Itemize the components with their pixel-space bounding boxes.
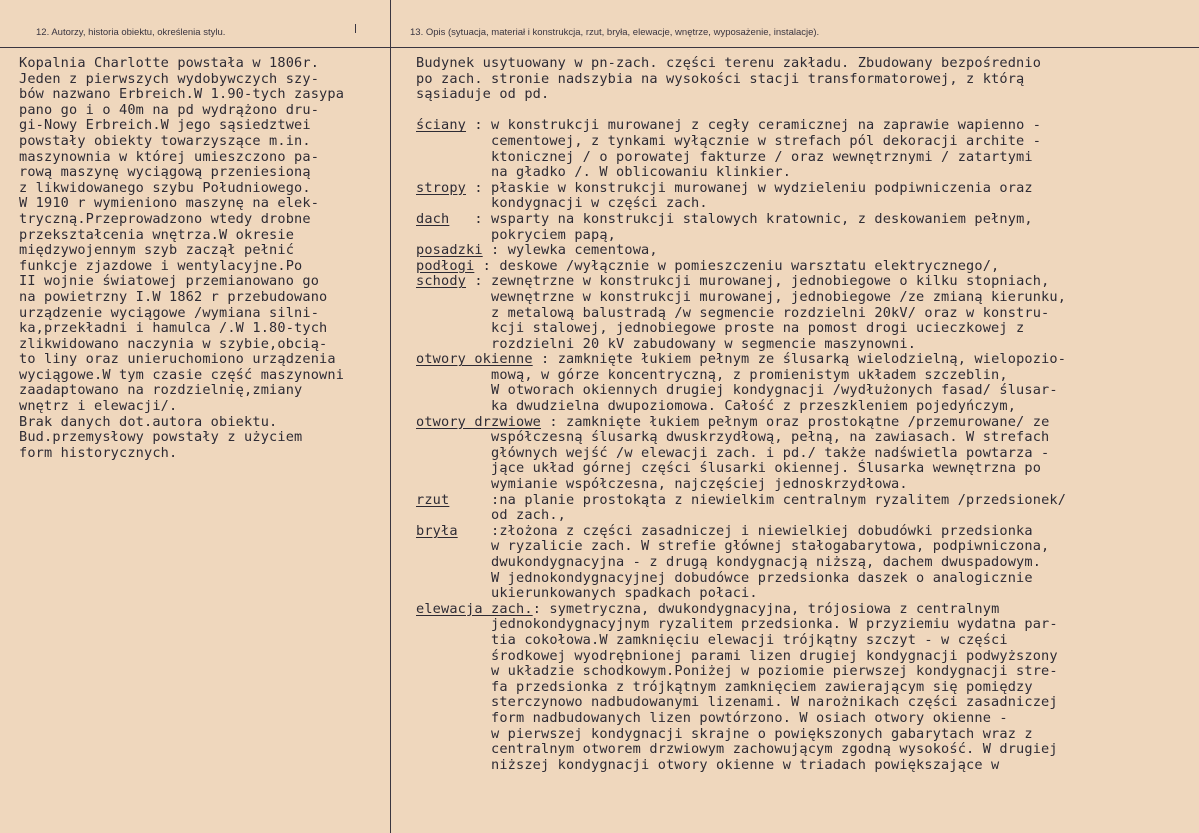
history-text-column [19,56,344,461]
description-text: na gładko /. W oblicowaniu klinkier. [416,164,792,181]
description-text: współczesną ślusarką dwuskrzydłową, pełną, na zawiasach. W strefach [416,429,1050,446]
history-line: form historycznych. [19,444,178,461]
description-line [416,524,1066,540]
description-text: wewnętrzne w konstrukcji murowanej, jednobiegowe /ze zmianą kierunku, [416,288,1067,305]
description-line [416,430,1066,446]
history-line: Bud.przemysłowy powstały z użyciem [19,429,303,446]
description-text: centralnym otworem drzwiowym zachowującym zgodną wysokość. W drugiej [416,741,1058,758]
description-line [416,103,1066,119]
description-text: kondygnacji w części zach. [416,195,708,212]
section-label: otwory drzwiowe [416,413,542,430]
description-line [416,56,1066,72]
description-text: Budynek usytuowany w pn-zach. części terenu zakładu. Zbudowany bezpośrednio [416,55,1042,71]
description-text: W jednokondygnacyjnej dobudówce przedsionka daszek o analogicznie [416,569,1033,586]
description-line [416,477,1066,493]
description-text-column [416,56,1066,773]
description-line [416,415,1066,431]
section-label: stropy [416,179,467,196]
description-text: jednokondygnacyjnym ryzalitem przedsionka. W przyziemiu wydatna par- [416,616,1058,633]
description-line [416,758,1066,774]
description-line [416,695,1066,711]
description-text: : symetryczna, dwukondygnacyjna, trójosiowa z centralnym [532,600,1000,617]
description-line [416,368,1066,384]
description-text: od zach., [416,507,567,524]
history-line: z likwidowanego szybu Południowego. [19,179,311,196]
description-text: ukierunkowanych spadkach połaci. [416,585,758,602]
history-line: Kopalnia Charlotte powstała w 1806r. [19,55,320,71]
description-line [416,680,1066,696]
description-line [416,555,1066,571]
description-line [416,461,1066,477]
history-line: międzywojennym szyb zaczął pełnić [19,242,295,259]
description-text: : wsparty na konstrukcji stalowych kratownic, z deskowaniem pełnym, [449,210,1033,227]
description-text: W otworach okiennych drugiej kondygnacji /wydłużonych fasad/ ślusar- [416,382,1058,399]
description-line [416,352,1066,368]
description-text: w ryzalicie zach. W strefie głównej stałogabarytowa, podpiwniczona, [416,538,1050,555]
description-text: : zamknięte łukiem pełnym oraz prostokątne /przemurowane/ ze [541,413,1050,430]
description-line [416,602,1066,618]
history-line: II wojnie światowej przemianowano go [19,273,320,290]
description-text: jące układ górnej części ślusarki okiennej. Ślusarka wewnętrzna po [416,460,1042,477]
description-text: ka dwudzielna dwupoziomowa. Całość z przeszkleniem pojedyńczym, [416,398,1017,415]
description-line [416,290,1066,306]
description-line [416,586,1066,602]
history-line: funkcje zjazdowe i wentylacyjne.Po [19,257,303,274]
description-text: z metalową balustradą /w segmencie rozdzielni 20kV/ oraz w konstru- [416,304,1050,321]
description-line [416,633,1066,649]
history-line: pano go i o 40m na pd wydrążono dru- [19,101,320,118]
description-text: form nadbudowanych lizen powtórzono. W osiach otwory okienne - [416,709,1008,726]
history-line: na powietrzny I.W 1862 r przebudowano [19,288,328,305]
section-label: posadzki [416,242,483,259]
description-line [416,617,1066,633]
header-tick-mark [355,24,356,33]
description-line [416,383,1066,399]
history-line: Brak danych dot.autora obiektu. [19,413,278,430]
column-divider [390,0,391,833]
description-text: : płaskie w konstrukcji murowanej w wydzieleniu podpiwniczenia oraz [466,179,1033,196]
description-text: kcji stalowej, jednobiegowe proste na pomost drogi ucieczkowej z [416,320,1025,337]
description-line [416,118,1066,134]
description-line [416,493,1066,509]
description-text: pokryciem papą, [416,226,617,243]
description-text: : w konstrukcji murowanej z cegły ceramicznej na zaprawie wapienno - [466,117,1042,134]
section-label: otwory okienne [416,351,533,368]
section-12-header: 12. Autorzy, historia obiektu, określenia stylu. [36,27,226,38]
description-text: sterczynowo nadbudowanymi lizenami. W narożnikach części zasadniczej [416,694,1058,711]
history-line: bów nazwano Erbreich.W 1.90-tych zasypa [19,86,345,103]
description-line [416,664,1066,680]
description-line [416,72,1066,88]
history-line: powstały obiekty towarzyszące m.in. [19,132,311,149]
section-label: rzut [416,491,450,508]
description-line [416,399,1066,415]
description-text: rozdzielni 20 kV zabudowany w segmencie maszynowni. [416,335,917,352]
description-line [416,539,1066,555]
description-line [416,243,1066,259]
history-line: ka,przekładni i hamulca /.W 1.80-tych [19,320,328,337]
history-line: Jeden z pierwszych wydobywczych szy- [19,70,320,87]
description-line [416,181,1066,197]
history-line: to liny oraz unieruchomiono urządzenia [19,351,336,368]
history-line: maszynownia w której umieszczono pa- [19,148,320,165]
description-text: głównych wejść /w elewacji zach. i pd./ także nadświetla powtarza - [416,444,1050,461]
description-text: sąsiaduje od pd. [416,86,550,103]
description-line [416,742,1066,758]
section-label: schody [416,273,467,290]
history-line: zlikwidowano naczynia w szybie,obcią- [19,335,328,352]
section-label: dach [416,210,450,227]
description-line [416,165,1066,181]
description-line [416,337,1066,353]
history-line: przekształcenia wnętrza.W okresie [19,226,295,243]
history-line: tryczną.Przeprowadzono wtedy drobne [19,210,311,227]
description-text: dwukondygnacyjna - z drugą kondygnacją niższą, dachem dwuspadowym. [416,554,1042,570]
section-label: podłogi [416,257,475,274]
description-line [416,649,1066,665]
description-text: w układzie schodkowym.Poniżej w poziomie pierwszej kondygnacji stre- [416,663,1058,680]
description-text: cementowej, z tynkami wyłącznie w strefach pól dekoracji archite - [416,132,1042,149]
description-line [416,711,1066,727]
description-line [416,228,1066,244]
description-text: : deskowe /wyłącznie w pomieszczeniu warsztatu elektrycznego/, [474,257,1000,274]
description-line [416,508,1066,524]
description-line [416,196,1066,212]
history-line: wyciągowe.W tym czasie część maszynowni [19,366,345,383]
history-line: urządzenie wyciągowe /wymiana silni- [19,304,320,321]
description-text: : wylewka cementowa, [482,242,658,259]
description-line [416,321,1066,337]
description-text: niższej kondygnacji otwory okienne w triadach powiększające w [416,756,1000,773]
section-13-header: 13. Opis (sytuacja, materiał i konstrukcja, rzut, bryła, elewacje, wnętrze, wyposażenie, instalacje). [410,27,820,38]
history-line: zaadaptowano na rozdzielnię,zmiany [19,382,303,399]
history-line: rową maszynę wyciągową przeniesioną [19,164,311,181]
description-text: po zach. stronie nadszybia na wysokości stacji transformatorowej, z którą [416,70,1025,87]
description-text: ktonicznej / o porowatej fakturze / oraz wewnętrznymi / zatartymi [416,148,1033,165]
description-line [416,134,1066,150]
description-line [416,571,1066,587]
section-label: bryła [416,522,458,539]
section-label: elewacja zach. [416,600,533,617]
description-text: fa przedsionka z trójkątnym zamknięciem zawierającym się pomiędzy [416,678,1033,695]
description-text: : zewnętrzne w konstrukcji murowanej, jednobiegowe o kilku stopniach, [466,273,1050,290]
description-line [416,259,1066,275]
description-line [416,274,1066,290]
description-text: w pierwszej kondygnacji skrajne o powiększonych gabarytach wraz z [416,725,1033,742]
description-line [416,150,1066,166]
description-text: wymianie współczesna, najczęściej jednoskrzydłowa. [416,476,908,493]
description-text: środkowej wyodrębnionej parami lizen drugiej kondygnacji podwyższony [416,647,1058,664]
description-text: mową, w górze koncentryczną, z promienistym układem szczeblin, [416,366,1008,383]
description-line [416,727,1066,743]
description-text: :na planie prostokąta z niewielkim centralnym ryzalitem /przedsionek/ [449,491,1067,508]
history-line: gi-Nowy Erbreich.W jego sąsiedztwei [19,117,311,134]
description-text: :złożona z części zasadniczej i niewielkiej dobudówki przedsionka [457,522,1033,539]
description-text: : zamknięte łukiem pełnym ze ślusarką wielodzielną, wielopozio- [532,351,1067,368]
history-line: W 1910 r wymieniono maszynę na elek- [19,195,320,212]
header-rule [0,47,1199,48]
history-line: wnętrz i elewacji/. [19,398,178,415]
description-line [416,306,1066,322]
description-text: tia cokołowa.W zamknięciu elewacji trójkątny szczyt - w części [416,631,1008,648]
section-label: ściany [416,117,467,134]
description-line [416,212,1066,228]
description-line [416,87,1066,103]
